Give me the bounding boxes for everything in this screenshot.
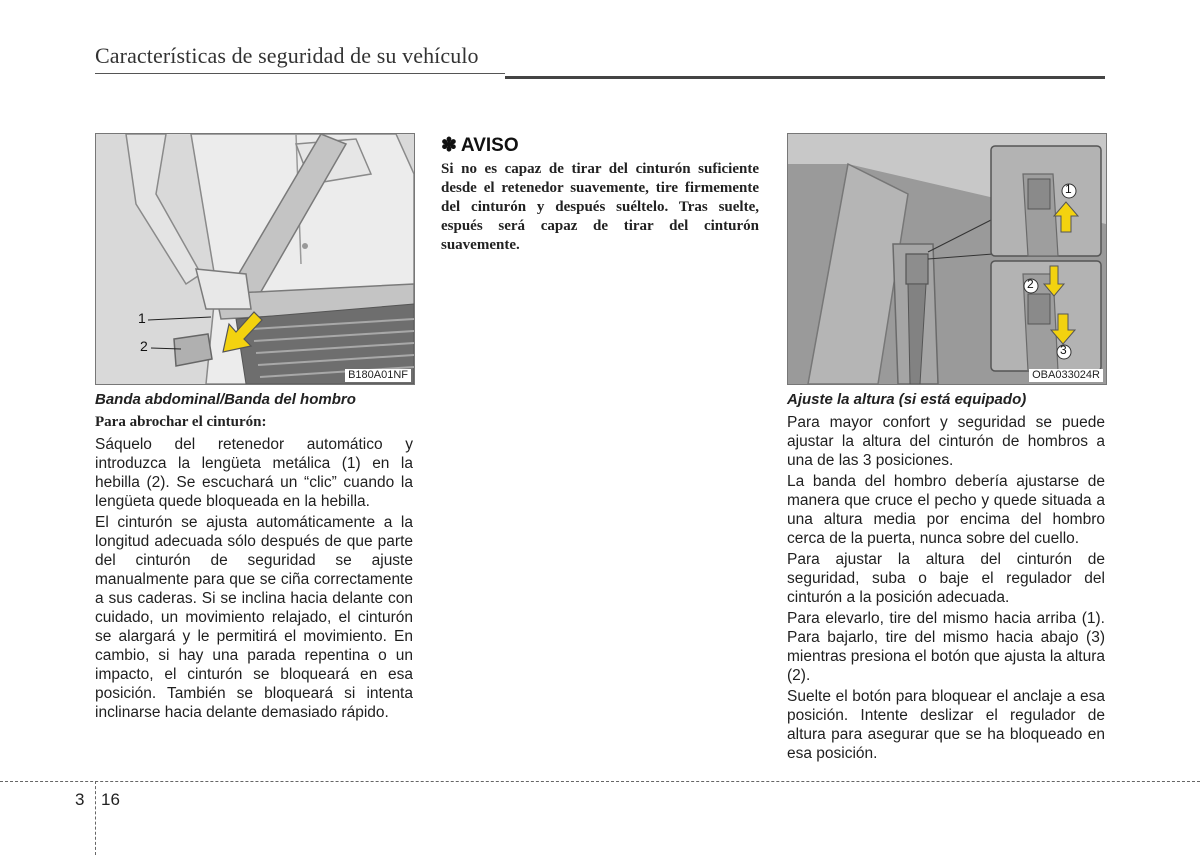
footer-vertical-divider [95,781,96,855]
page-number: 16 [101,790,120,809]
page-header-title: Características de seguridad de su vehículo [95,43,479,68]
figure-label-down: 3 [1060,343,1067,357]
header-rule-thick [505,76,1105,79]
figure-label-button: 2 [1027,277,1034,291]
paragraph: Suelte el botón para bloquear el anclaje a esa posición. Intente deslizar el regulador de altura para asegurar que se ha bloqueado en esa posición. [787,688,1105,762]
figure-label-buckle: 2 [140,338,148,354]
seatbelt-height-adjuster-illustration [787,133,1107,385]
figure-caption: Banda abdominal/Banda del hombro [95,391,356,408]
paragraph: La banda del hombro debería ajustarse de manera que cruce el pecho y quede situada a una altura media por encima del hombro cerca de la puerta, nunca sobre del cuello. [787,473,1105,547]
right-column-text [787,413,1105,765]
paragraph: Para ajustar la altura del cinturón de seguridad, suba o baje el regulador del cinturón a la posición adecuada. [787,551,1105,606]
notice-title [441,134,519,157]
paragraph: Para elevarlo, tire del mismo hacia arriba (1). Para bajarlo, tire del mismo hacia abajo (3) mientras presiona el botón que ajusta la altura (2). [787,610,1105,684]
section-subheading: Para abrochar el cinturón: [95,414,267,430]
figure-code: OBA033024R [1029,369,1103,382]
notice-body: Si no es capaz de tirar del cinturón suficiente desde el retenedor suavemente, tire firmemente del cinturón y después suéltelo. Tras suelte, espués será capaz de tirar del cinturón suavemente. [441,161,759,253]
figure-label-up: 1 [1065,182,1072,196]
paragraph: Sáquelo del retenedor automático y introduzca la lengüeta metálica (1) en la hebilla (2). Se escuchará un “clic” cuando la lengüeta quede bloqueada en la hebilla. [95,436,413,510]
paragraph: El cinturón se ajusta automáticamente a la longitud adecuada sólo después de que parte del cinturón de seguridad se ajuste manualmente para que se ciña correctamente a sus caderas. Si se inclina hacia delante con cuidado, un movimiento relajado, el cinturón se alargará y le permitirá el movimiento. En cambio, si hay una parada repentina o un impacto, el cinturón se bloqueará en esa posición. También se bloqueará si intenta inclinarse hacia delante demasiado rápido. [95,514,413,721]
seatbelt-buckle-illustration [95,133,415,385]
figure-caption: Ajuste la altura (si está equipado) [787,391,1027,408]
header-rule [95,73,505,74]
asterisk-icon: ✽ [441,135,457,156]
footer-divider [0,781,1200,782]
notice-title-text: AVISO [460,135,519,156]
figure-code: B180A01NF [345,369,411,382]
chapter-number: 3 [75,790,85,809]
left-column-text [95,435,413,724]
paragraph: Para mayor confort y seguridad se puede ajustar la altura del cinturón de hombros a una de las 3 posiciones. [787,414,1105,469]
figure-label-tongue: 1 [138,310,146,326]
